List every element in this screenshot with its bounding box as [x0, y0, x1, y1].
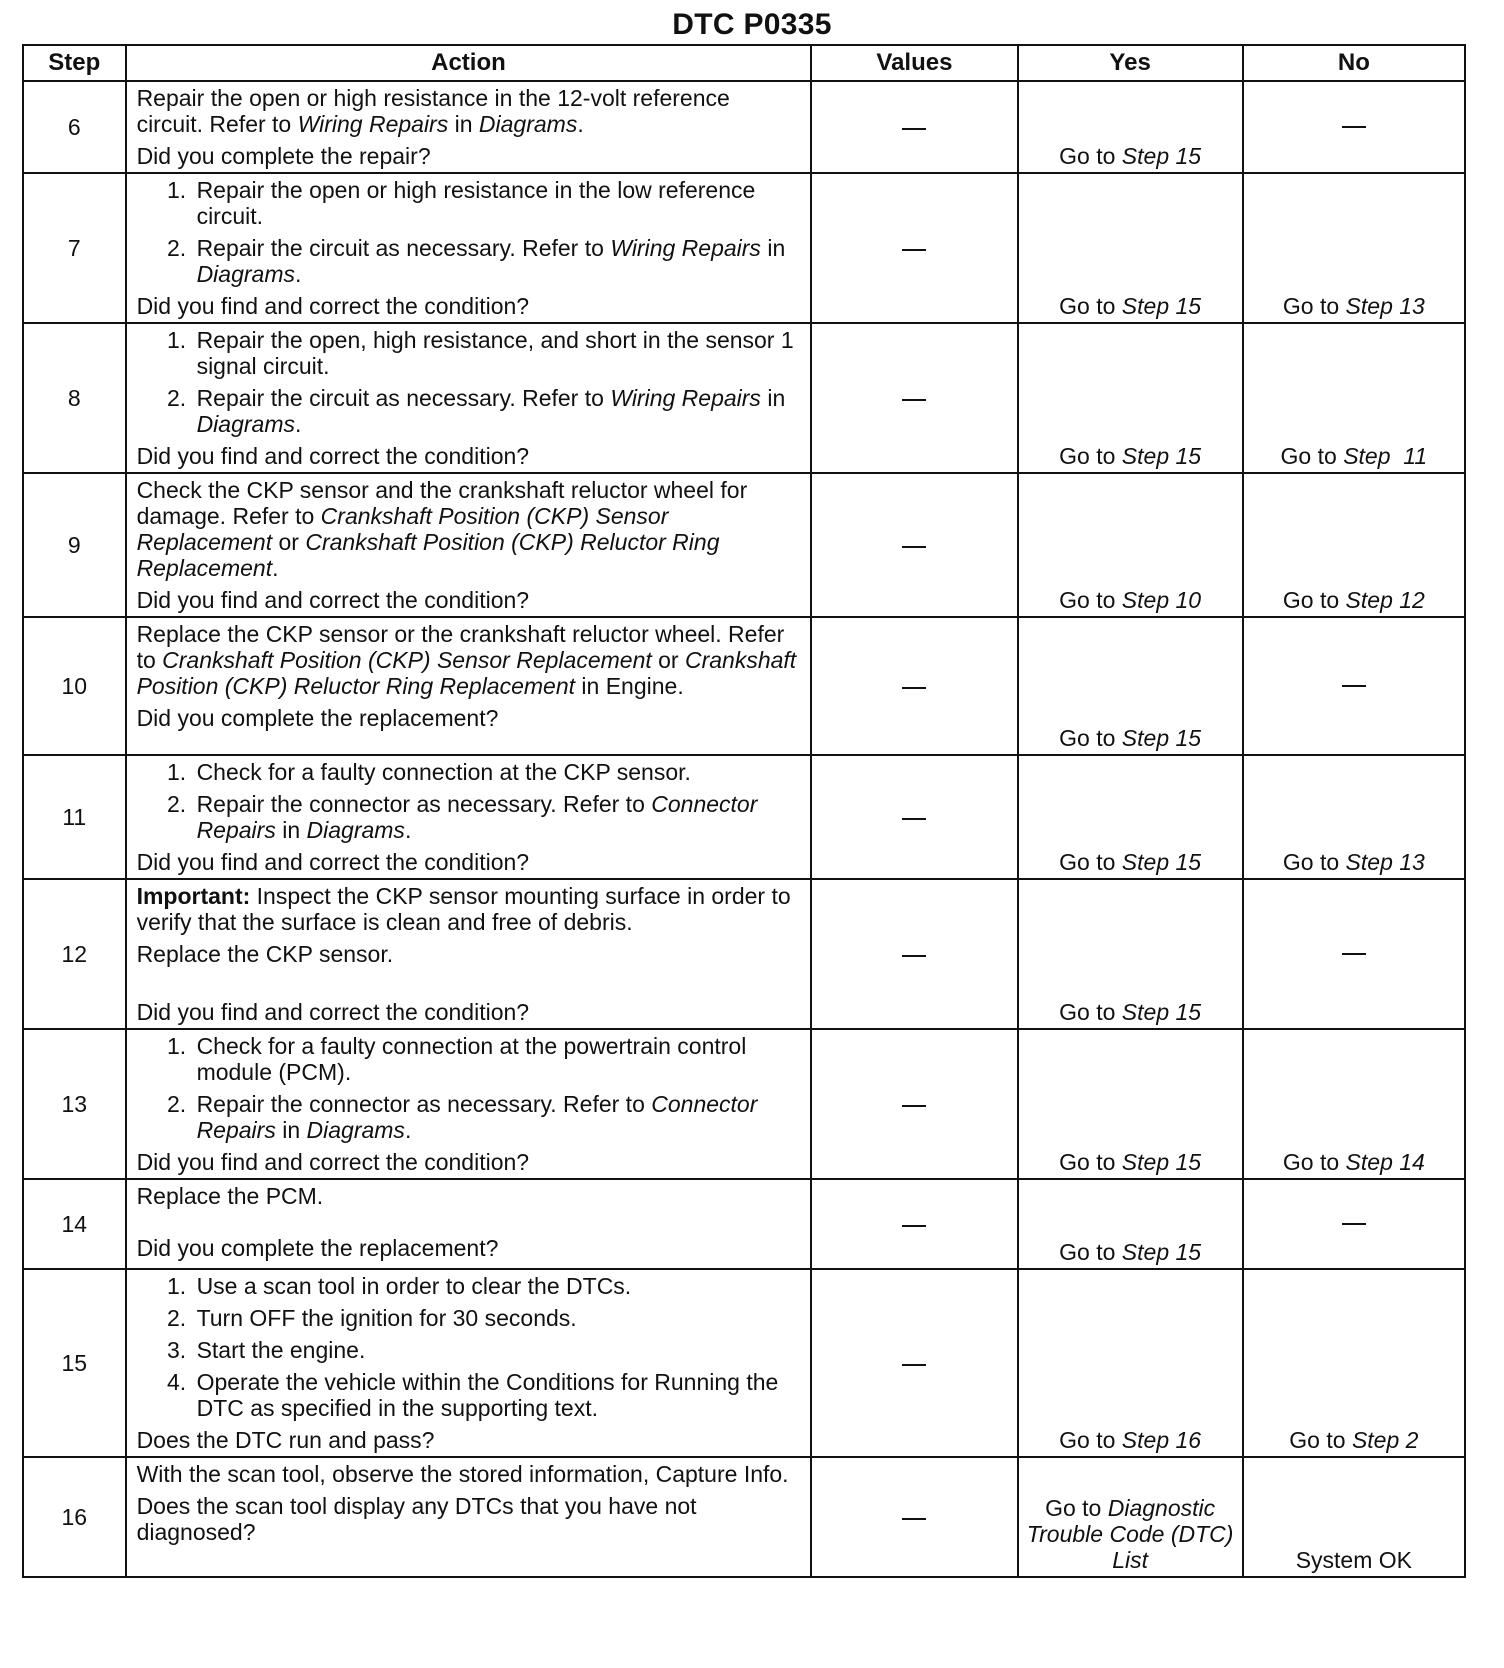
- step-number: 9: [23, 473, 126, 617]
- action-cell: [126, 173, 812, 323]
- table-row-step-8: [23, 323, 1465, 473]
- values-cell: [811, 1269, 1017, 1457]
- important-note: Important: Inspect the CKP sensor mounting surface in order to verify that the surface is clean and free of debris.: [136, 883, 791, 935]
- yes-cell: Go to Step 15: [1018, 323, 1243, 473]
- action-list: [137, 177, 801, 287]
- dash-mark: [902, 249, 926, 251]
- table-row-step-6: [23, 81, 1465, 173]
- action-question: Did you complete the repair?: [136, 143, 431, 169]
- values-cell: [811, 1029, 1017, 1179]
- action-cell: [126, 879, 812, 1029]
- action-cell: [126, 1029, 812, 1179]
- values-cell: [811, 1179, 1017, 1269]
- action-question: Does the scan tool display any DTCs that you have not diagnosed?: [136, 1493, 697, 1545]
- action-question: Did you find and correct the condition?: [136, 293, 530, 319]
- action-text: With the scan tool, observe the stored information, Capture Info.: [136, 1461, 789, 1487]
- dash-mark: [1342, 1223, 1366, 1225]
- document-title: DTC P0335: [672, 8, 832, 41]
- action-list: [137, 1273, 801, 1421]
- table-header-row: [23, 45, 1465, 81]
- step-number: 16: [23, 1457, 126, 1577]
- action-question: Did you find and correct the condition?: [136, 999, 530, 1025]
- dash-mark: [902, 1518, 926, 1520]
- dash-mark: [1342, 953, 1366, 955]
- step-number: 7: [23, 173, 126, 323]
- table-row-step-15: [23, 1269, 1465, 1457]
- action-question: Did you complete the replacement?: [136, 1235, 499, 1261]
- list-item: 1. Check for a faulty connection at the CKP sensor.: [193, 759, 801, 785]
- action-text: Repair the open or high resistance in the 12-volt reference circuit. Refer to Wiring Repairs in Diagrams.: [136, 85, 730, 137]
- table-row-step-12: [23, 879, 1465, 1029]
- action-cell: [126, 617, 812, 755]
- action-question: Did you find and correct the condition?: [136, 849, 530, 875]
- yes-cell: Go to Step 15: [1018, 1029, 1243, 1179]
- action-cell: [126, 323, 812, 473]
- step-number: 8: [23, 323, 126, 473]
- list-item: 1. Use a scan tool in order to clear the DTCs.: [193, 1273, 801, 1299]
- yes-cell: Go to Step 15: [1018, 879, 1243, 1029]
- no-cell: Go to Step 13: [1243, 755, 1465, 879]
- no-cell: [1243, 617, 1465, 755]
- action-question: Did you find and correct the condition?: [136, 443, 530, 469]
- values-cell: [811, 173, 1017, 323]
- header-action: Action: [126, 45, 812, 81]
- list-item: 1. Repair the open or high resistance in the low reference circuit.: [193, 177, 801, 229]
- dash-mark: [902, 546, 926, 548]
- values-cell: [811, 1457, 1017, 1577]
- yes-cell: Go to Step 15: [1018, 617, 1243, 755]
- step-number: 14: [23, 1179, 126, 1269]
- list-item: 1. Repair the open, high resistance, and short in the sensor 1 signal circuit.: [193, 327, 801, 379]
- step-number: 15: [23, 1269, 126, 1457]
- list-item: 4. Operate the vehicle within the Conditions for Running the DTC as specified in the supporting text.: [193, 1369, 801, 1421]
- no-cell: [1243, 1179, 1465, 1269]
- table-row-step-10: [23, 617, 1465, 755]
- action-cell: [126, 1269, 812, 1457]
- action-cell: [126, 1457, 812, 1577]
- no-cell: [1243, 81, 1465, 173]
- values-cell: [811, 323, 1017, 473]
- dash-mark: [902, 128, 926, 130]
- action-question: Did you find and correct the condition?: [136, 587, 530, 613]
- table-row-step-9: [23, 473, 1465, 617]
- yes-cell: Go to Step 16: [1018, 1269, 1243, 1457]
- values-cell: [811, 81, 1017, 173]
- no-cell: Go to Step 13: [1243, 173, 1465, 323]
- header-no: No: [1243, 45, 1465, 81]
- list-item: 3. Start the engine.: [193, 1337, 801, 1363]
- action-text: Replace the CKP sensor or the crankshaft reluctor wheel. Refer to Crankshaft Position (CKP) Sensor Replacement or Crankshaft Position (CKP) Reluctor Ring Replacement in Engine.: [136, 621, 797, 699]
- yes-cell: Go to Step 15: [1018, 1179, 1243, 1269]
- step-number: 13: [23, 1029, 126, 1179]
- action-question: Did you complete the replacement?: [136, 705, 499, 731]
- dash-mark: [1342, 685, 1366, 687]
- step-number: 10: [23, 617, 126, 755]
- no-cell: System OK: [1243, 1457, 1465, 1577]
- table-row-step-16: [23, 1457, 1465, 1577]
- action-question: Did you find and correct the condition?: [136, 1149, 530, 1175]
- header-step: Step: [23, 45, 126, 81]
- step-number: 6: [23, 81, 126, 173]
- table-row-step-7: [23, 173, 1465, 323]
- action-text: Replace the PCM.: [136, 1183, 324, 1209]
- yes-cell: Go to Step 15: [1018, 755, 1243, 879]
- dash-mark: [902, 1364, 926, 1366]
- action-text: Check the CKP sensor and the crankshaft reluctor wheel for damage. Refer to Crankshaft Position (CKP) Sensor Replacement or Crankshaft Position (CKP) Reluctor Ring Replacement.: [136, 477, 748, 581]
- list-item: 2. Repair the connector as necessary. Refer to Connector Repairs in Diagrams.: [193, 1091, 801, 1143]
- table-row-step-11: [23, 755, 1465, 879]
- dash-mark: [902, 399, 926, 401]
- values-cell: [811, 755, 1017, 879]
- action-list: [137, 759, 801, 843]
- yes-cell: Go to Step 10: [1018, 473, 1243, 617]
- no-cell: Go to Step 11: [1243, 323, 1465, 473]
- dash-mark: [902, 1225, 926, 1227]
- action-question: Does the DTC run and pass?: [136, 1427, 435, 1453]
- yes-cell: Go to Step 15: [1018, 81, 1243, 173]
- list-item: 1. Check for a faulty connection at the powertrain control module (PCM).: [193, 1033, 801, 1085]
- dash-mark: [902, 955, 926, 957]
- list-item: 2. Turn OFF the ignition for 30 seconds.: [193, 1305, 801, 1331]
- action-list: [137, 1033, 801, 1143]
- action-cell: [126, 755, 812, 879]
- header-values: Values: [811, 45, 1017, 81]
- no-cell: Go to Step 12: [1243, 473, 1465, 617]
- diagnostic-table: [22, 44, 1466, 1578]
- action-cell: [126, 473, 812, 617]
- list-item: 2. Repair the connector as necessary. Refer to Connector Repairs in Diagrams.: [193, 791, 801, 843]
- list-item: 2. Repair the circuit as necessary. Refer to Wiring Repairs in Diagrams.: [193, 385, 801, 437]
- list-item: 2. Repair the circuit as necessary. Refer to Wiring Repairs in Diagrams.: [193, 235, 801, 287]
- dash-mark: [902, 1105, 926, 1107]
- values-cell: [811, 473, 1017, 617]
- table-row-step-14: [23, 1179, 1465, 1269]
- yes-cell: Go to Diagnostic Trouble Code (DTC) List: [1018, 1457, 1243, 1577]
- dash-mark: [1342, 126, 1366, 128]
- action-text: Replace the CKP sensor.: [136, 941, 394, 967]
- action-list: [137, 327, 801, 437]
- step-number: 11: [23, 755, 126, 879]
- step-number: 12: [23, 879, 126, 1029]
- header-yes: Yes: [1018, 45, 1243, 81]
- dash-mark: [902, 818, 926, 820]
- action-cell: [126, 81, 812, 173]
- important-label: Important:: [136, 883, 251, 909]
- yes-cell: Go to Step 15: [1018, 173, 1243, 323]
- no-cell: Go to Step 14: [1243, 1029, 1465, 1179]
- no-cell: Go to Step 2: [1243, 1269, 1465, 1457]
- table-row-step-13: [23, 1029, 1465, 1179]
- values-cell: [811, 617, 1017, 755]
- no-cell: [1243, 879, 1465, 1029]
- dash-mark: [902, 687, 926, 689]
- action-cell: [126, 1179, 812, 1269]
- values-cell: [811, 879, 1017, 1029]
